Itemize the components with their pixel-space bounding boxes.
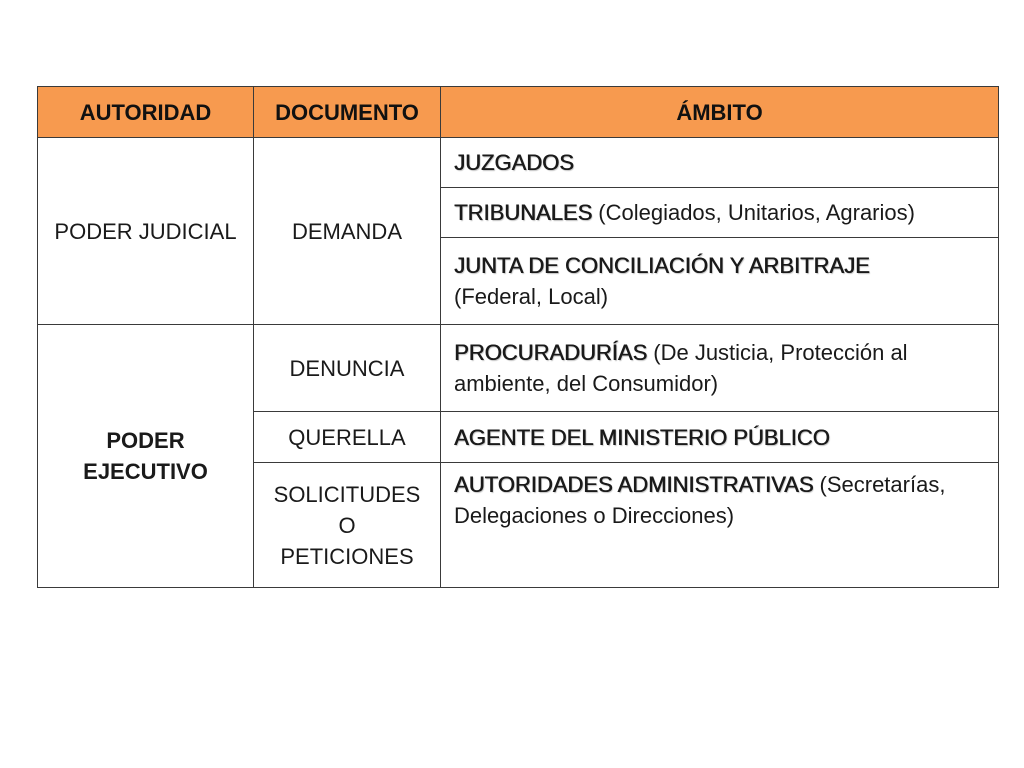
cell-autoridades-administrativas xyxy=(441,463,999,588)
header-row xyxy=(38,87,999,138)
procuradurias-detail: (De Justicia, Protección al ambiente, del Consumidor) xyxy=(454,340,908,396)
poder-ejecutivo-line2: EJECUTIVO xyxy=(83,459,208,484)
cell-querella xyxy=(254,412,441,463)
cell-procuradurias xyxy=(441,325,999,412)
cell-juzgados xyxy=(441,138,999,188)
solicitudes-line1: SOLICITUDES xyxy=(273,481,421,507)
cell-denuncia xyxy=(254,325,441,412)
header-autoridad: AUTORIDAD xyxy=(38,87,254,138)
cell-tribunales xyxy=(441,188,999,238)
cell-agente xyxy=(441,412,999,463)
agente-label: AGENTE DEL MINISTERIO PÚBLICO xyxy=(454,424,830,450)
autoridades-administrativas-label: AUTORIDADES ADMINISTRATIVAS xyxy=(454,472,814,497)
autoridades-table xyxy=(37,86,999,588)
solicitudes-line3: PETICIONES xyxy=(280,543,414,569)
procuradurias-label: PROCURADURÍAS xyxy=(454,340,648,365)
poder-ejecutivo-line1: PODER xyxy=(106,428,185,453)
header-ambito: ÁMBITO xyxy=(441,87,999,138)
demanda-label: DEMANDA xyxy=(291,218,402,244)
denuncia-label: DENUNCIA xyxy=(289,355,405,381)
table-row xyxy=(38,138,999,188)
solicitudes-line2: O xyxy=(338,512,356,538)
poder-judicial-label: PODER JUDICIAL xyxy=(54,218,237,244)
juzgados-label: JUZGADOS xyxy=(454,150,574,175)
autoridades-administrativas-detail: (Secretarías, Delegaciones o Direcciones) xyxy=(454,472,946,528)
cell-junta xyxy=(441,238,999,325)
tribunales-detail: (Colegiados, Unitarios, Agrarios) xyxy=(592,200,915,225)
querella-label: QUERELLA xyxy=(288,424,406,450)
cell-demanda xyxy=(254,138,441,325)
tribunales-label: TRIBUNALES xyxy=(454,200,593,225)
junta-label: JUNTA DE CONCILIACIÓN Y ARBITRAJE xyxy=(454,253,870,278)
table-row xyxy=(38,325,999,412)
junta-detail: (Federal, Local) xyxy=(454,284,609,309)
cell-poder-judicial xyxy=(38,138,254,325)
cell-solicitudes xyxy=(254,463,441,588)
cell-poder-ejecutivo xyxy=(38,325,254,588)
header-documento: DOCUMENTO xyxy=(254,87,441,138)
